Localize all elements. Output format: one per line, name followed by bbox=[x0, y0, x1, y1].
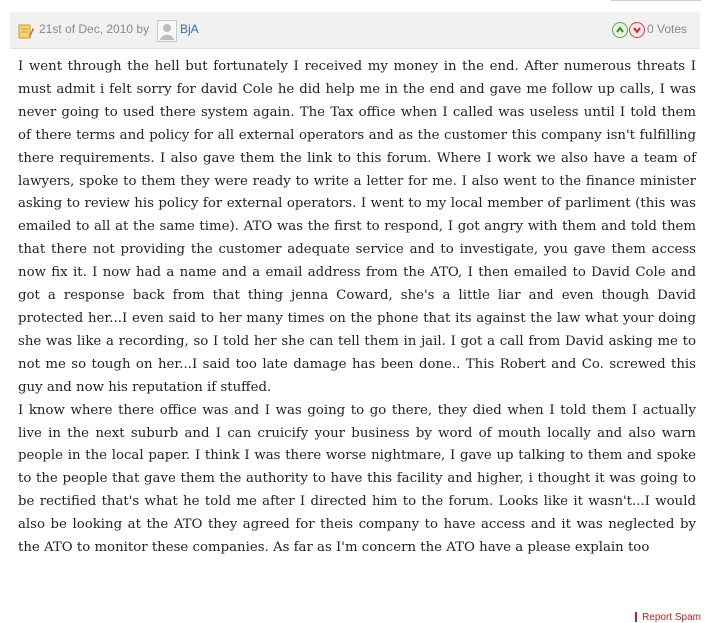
author-link[interactable]: BjA bbox=[180, 22, 199, 36]
post-body bbox=[18, 56, 696, 560]
top-divider bbox=[0, 0, 711, 4]
post-header bbox=[10, 12, 700, 49]
vote-down-button[interactable] bbox=[629, 22, 645, 38]
thumb-up-arrow-icon bbox=[615, 25, 625, 35]
vote-count: 0 Votes bbox=[647, 22, 688, 36]
post-date: 21st of Dec, 2010 by bbox=[39, 22, 150, 36]
document-pencil-icon bbox=[17, 22, 35, 40]
thumb-down-arrow-icon bbox=[632, 25, 642, 35]
vote-up-button[interactable] bbox=[612, 22, 628, 38]
report-spam-label[interactable]: Report Spam bbox=[642, 612, 701, 623]
user-avatar-icon[interactable] bbox=[157, 20, 177, 42]
post-paragraph-1: I went through the hell but fortunately I received my money in the end. After numerous threats I must admit i felt sorry for david Cole he did help me in the end and gave me follow up calls, I was never going to used there system again. The Tax office when I called was useless until I told them of there terms and policy for all external operators and as the customer this company isn't fulfilling there requirements. I also gave them the link to this forum. Where I work we also have a team of lawyers, spoke to them they were ready to write a letter for me. I also went to the finance minister asking to review his policy for external operators. I went to my local member of parliment (this was emailed to all at the same time). ATO was the first to respond, I got angry with them and told them that there not providing the customer adequate service and to investigate, you gave them access now fix it. I now had a name and a email address from the ATO, I then emailed to David Cole and got a response back from that thing jenna Coward, she's a little liar and even though David protected her...I even said to her many times on the phone that its against the law what your doing she was like a recording, so I told her she can tell them in jail. I got a call from David asking me to not me so tough on her...I said too late damage has been done.. This Robert and Co. screwed this guy and now his reputation if stuffed. bbox=[18, 59, 696, 395]
report-spam-link[interactable] bbox=[635, 612, 701, 623]
post-paragraph-2: I know where there office was and I was going to go there, they died when I told them I actually live in the next suburb and I can cruicify your business by word of mouth locally and also warn people in the local paper. I think I was there worse nightmare, I gave up talking to them and spoke to the people that gave them the authority to have this facility and higher, i thought it was going to be rectified that's what he told me after I directed him to the forum. Looks like it wasn't...I would also be looking at the ATO they agreed for theis company to have access and it was neglected by the ATO to monitor these companies. As far as I'm concern the ATO have a please explain too bbox=[18, 402, 696, 556]
